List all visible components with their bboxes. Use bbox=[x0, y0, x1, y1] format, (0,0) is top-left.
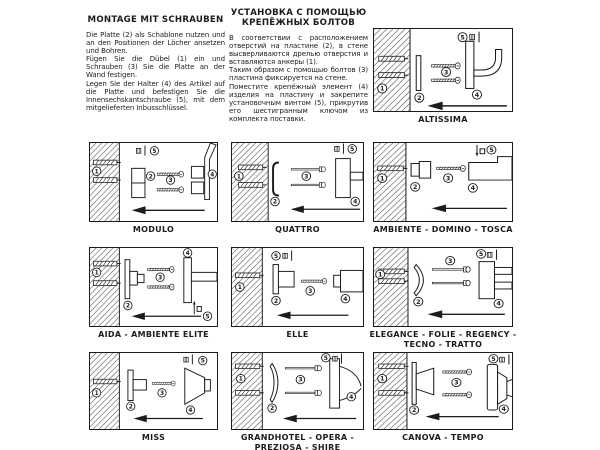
diagram-label: QUATTRO bbox=[275, 225, 320, 234]
mounting-plate bbox=[270, 363, 278, 402]
part-marker-2 bbox=[272, 296, 281, 305]
diagram-frame bbox=[373, 28, 513, 112]
wall-hatch bbox=[374, 29, 410, 111]
svg-text:4: 4 bbox=[185, 249, 190, 258]
ambiente-drawing bbox=[374, 143, 512, 221]
svg-text:1: 1 bbox=[380, 175, 385, 183]
holder-rod-line bbox=[507, 395, 512, 397]
part-marker-2 bbox=[414, 297, 423, 306]
part-marker-5 bbox=[348, 145, 357, 154]
svg-text:4: 4 bbox=[210, 171, 215, 179]
svg-text:4: 4 bbox=[470, 185, 476, 192]
diagram-label: ELEGANCE - FOLIE - REGENCY - TECNO - TRATTO bbox=[369, 330, 517, 349]
holder-horn bbox=[340, 366, 362, 386]
svg-text:3: 3 bbox=[158, 274, 163, 282]
part-marker-2 bbox=[271, 197, 280, 206]
set-screw-icon bbox=[470, 32, 479, 43]
german-heading: MONTAGE MIT SCHRAUBEN bbox=[87, 15, 224, 25]
screw-icon bbox=[432, 77, 461, 83]
dowel-icon bbox=[379, 73, 409, 78]
russian-heading: УСТАНОВКА С ПОМОЩЬЮ КРЕПЁЖНЫХ БОЛТОВ bbox=[230, 8, 367, 28]
part-marker-5 bbox=[458, 33, 467, 42]
part-marker-4 bbox=[183, 249, 191, 258]
part-marker-5 bbox=[489, 355, 498, 363]
direction-arrow-icon bbox=[428, 102, 507, 110]
part-marker-4 bbox=[494, 299, 503, 308]
holder-cone bbox=[185, 368, 205, 404]
screw-icon bbox=[443, 392, 472, 398]
dowel-icon bbox=[238, 165, 266, 170]
part-marker-5 bbox=[150, 147, 158, 156]
svg-text:2: 2 bbox=[412, 184, 418, 191]
diagram-miss bbox=[89, 352, 218, 442]
grandhotel-drawing bbox=[232, 353, 363, 429]
set-screw-icon bbox=[197, 307, 201, 312]
diagram-label: AIDA - AMBIENTE ELITE bbox=[98, 330, 209, 339]
part-marker-5 bbox=[477, 250, 486, 259]
elegance-drawing bbox=[374, 248, 512, 326]
part-marker-2 bbox=[127, 402, 135, 410]
svg-text:1: 1 bbox=[94, 269, 99, 277]
svg-text:2: 2 bbox=[272, 198, 278, 206]
dowel-icon bbox=[379, 279, 409, 284]
part-marker-5 bbox=[199, 356, 207, 364]
svg-text:2: 2 bbox=[269, 405, 275, 413]
part-marker-2 bbox=[415, 93, 424, 102]
dowel-icon bbox=[93, 261, 120, 266]
holder-hook bbox=[474, 50, 502, 77]
svg-text:4: 4 bbox=[501, 406, 506, 414]
bolt-icon bbox=[432, 267, 470, 273]
holder-plate bbox=[330, 359, 340, 408]
diagram-grandhotel-opera-preziosa-shire bbox=[231, 352, 364, 450]
part-marker-1 bbox=[236, 283, 245, 292]
part-marker-3 bbox=[452, 378, 461, 386]
part-marker-3 bbox=[442, 68, 451, 77]
svg-text:1: 1 bbox=[94, 390, 99, 397]
screw-icon bbox=[437, 165, 466, 171]
part-marker-2 bbox=[411, 183, 420, 192]
dowel-icon bbox=[378, 166, 408, 171]
dowel-icon bbox=[93, 178, 120, 183]
diagram-canova-tempo bbox=[373, 352, 513, 442]
german-paragraph-2: Fügen Sie die Dübel (1) ein und Schrauben (3) Sie die Platte an der Wand festigen. bbox=[86, 55, 225, 80]
svg-text:5: 5 bbox=[489, 147, 494, 154]
svg-text:2: 2 bbox=[125, 302, 130, 310]
diagram-elle bbox=[231, 247, 364, 339]
svg-text:5: 5 bbox=[273, 252, 279, 260]
holder-plate bbox=[336, 159, 351, 198]
direction-arrow-icon bbox=[425, 413, 498, 420]
set-screw-icon bbox=[136, 145, 145, 155]
plate-stub bbox=[130, 271, 138, 285]
direction-arrow-icon bbox=[134, 415, 203, 422]
diagram-frame bbox=[89, 142, 218, 222]
screw-icon bbox=[443, 369, 472, 375]
part-marker-4 bbox=[351, 197, 360, 206]
holder-rod-line bbox=[507, 380, 512, 382]
svg-text:5: 5 bbox=[460, 33, 465, 42]
part-marker-3 bbox=[302, 172, 311, 181]
svg-text:5: 5 bbox=[200, 358, 205, 365]
quattro-drawing bbox=[232, 143, 363, 221]
part-marker-5 bbox=[322, 354, 331, 362]
set-screw-icon bbox=[335, 143, 344, 153]
svg-text:5: 5 bbox=[491, 355, 496, 363]
holder-block bbox=[191, 166, 203, 178]
bolt-icon bbox=[285, 365, 321, 370]
svg-text:4: 4 bbox=[349, 393, 354, 401]
dowel-icon bbox=[236, 391, 264, 396]
bolt-icon bbox=[291, 182, 325, 187]
diagram-quattro bbox=[231, 142, 364, 234]
diagram-frame bbox=[231, 142, 364, 222]
part-marker-3 bbox=[158, 389, 166, 397]
dowel-icon bbox=[236, 364, 264, 369]
svg-text:3: 3 bbox=[304, 173, 309, 181]
part-marker-3 bbox=[166, 176, 174, 185]
diagram-ambiente-domino-tosca bbox=[373, 142, 513, 234]
holder-neck bbox=[334, 275, 341, 287]
direction-arrow-icon bbox=[432, 205, 507, 213]
wall-hatch bbox=[374, 143, 406, 221]
diagram-label: AMBIENTE - DOMINO - TOSCA bbox=[373, 225, 513, 234]
svg-text:3: 3 bbox=[443, 68, 449, 77]
svg-text:3: 3 bbox=[445, 175, 451, 183]
plate-stub bbox=[278, 271, 294, 287]
part-marker-4 bbox=[341, 294, 350, 303]
part-marker-1 bbox=[92, 268, 100, 277]
holder-arm bbox=[350, 172, 363, 180]
dowel-icon bbox=[93, 281, 120, 286]
diagram-label: CANOVA - TEMPO bbox=[402, 433, 484, 442]
dowel-icon bbox=[93, 379, 120, 384]
direction-arrow-icon bbox=[283, 415, 356, 423]
part-marker-4 bbox=[186, 406, 194, 414]
holder-plate bbox=[479, 262, 494, 299]
part-marker-5 bbox=[203, 312, 211, 321]
svg-text:1: 1 bbox=[380, 375, 385, 383]
part-marker-1 bbox=[235, 172, 244, 181]
svg-text:1: 1 bbox=[236, 173, 241, 181]
svg-text:1: 1 bbox=[380, 84, 385, 93]
plate-stub bbox=[137, 274, 144, 282]
svg-text:4: 4 bbox=[188, 408, 193, 415]
up-arrow-icon bbox=[193, 301, 196, 305]
part-marker-1 bbox=[376, 270, 385, 279]
modulo-drawing bbox=[90, 143, 217, 221]
diagram-frame bbox=[373, 142, 513, 222]
german-instructions bbox=[86, 15, 225, 112]
set-screw-icon bbox=[283, 250, 292, 260]
diagram-frame bbox=[373, 247, 513, 327]
mounting-plate bbox=[412, 363, 416, 405]
bolt-icon bbox=[291, 167, 325, 172]
diagram-modulo bbox=[89, 142, 218, 234]
diagram-label: ELLE bbox=[286, 330, 309, 339]
aida-drawing bbox=[90, 248, 217, 326]
svg-text:1: 1 bbox=[377, 271, 383, 279]
set-screw-icon bbox=[480, 149, 485, 154]
part-marker-3 bbox=[446, 256, 455, 265]
mounting-plate bbox=[411, 163, 419, 176]
svg-text:4: 4 bbox=[474, 90, 480, 99]
svg-text:2: 2 bbox=[417, 93, 422, 102]
down-arrow-icon bbox=[476, 153, 479, 157]
part-marker-1 bbox=[92, 389, 100, 397]
part-marker-3 bbox=[444, 174, 453, 183]
svg-text:5: 5 bbox=[478, 251, 484, 258]
holder-arm bbox=[191, 272, 217, 281]
holder-block bbox=[191, 182, 203, 194]
part-marker-5 bbox=[487, 146, 496, 155]
svg-text:5: 5 bbox=[350, 146, 355, 153]
svg-text:4: 4 bbox=[496, 300, 501, 308]
holder-plate bbox=[184, 258, 192, 303]
holder-cap bbox=[205, 380, 211, 391]
wall-hatch bbox=[232, 143, 268, 221]
plate-stub bbox=[133, 380, 146, 390]
screw-icon bbox=[152, 381, 175, 386]
direction-arrow-icon bbox=[132, 206, 205, 214]
diagram-label: ALTISSIMA bbox=[418, 115, 468, 124]
holder-flange bbox=[487, 364, 497, 410]
part-marker-4 bbox=[499, 405, 508, 413]
german-paragraph-1: Die Platte (2) als Schablone nutzen und an den Positionen der Löcher ansetzen und Bohren. bbox=[86, 31, 225, 56]
diagram-frame bbox=[231, 247, 364, 327]
svg-text:4: 4 bbox=[353, 198, 358, 206]
dowel-icon bbox=[236, 273, 264, 278]
dowel-icon bbox=[93, 160, 120, 165]
svg-text:5: 5 bbox=[205, 313, 210, 321]
svg-text:3: 3 bbox=[308, 288, 313, 296]
diagram-label: GRANDHOTEL - OPERA - PREZIOSA - SHIRE bbox=[240, 433, 355, 450]
svg-text:3: 3 bbox=[447, 257, 453, 265]
screw-icon bbox=[148, 266, 174, 272]
wall-hatch bbox=[90, 248, 119, 326]
svg-text:2: 2 bbox=[148, 173, 153, 181]
svg-text:1: 1 bbox=[94, 168, 99, 176]
diagram-frame bbox=[373, 352, 513, 430]
direction-arrow-icon bbox=[291, 206, 361, 213]
diagram-frame bbox=[231, 352, 364, 430]
mounting-bracket bbox=[273, 163, 279, 196]
direction-arrow-icon bbox=[428, 310, 505, 318]
part-marker-2 bbox=[268, 404, 277, 412]
part-marker-1 bbox=[92, 167, 100, 176]
mounting-plate bbox=[419, 162, 430, 179]
direction-arrow-icon bbox=[132, 312, 201, 320]
holder-arm bbox=[494, 282, 512, 289]
holder-body bbox=[469, 157, 512, 180]
russian-instructions bbox=[229, 8, 368, 123]
dowel-icon bbox=[379, 56, 409, 61]
part-marker-4 bbox=[347, 393, 356, 401]
altissima-drawing bbox=[374, 29, 512, 111]
svg-text:2: 2 bbox=[416, 298, 421, 306]
russian-paragraph-2: Таким образом с помощью болтов (3) пластина фиксируется на стене. bbox=[229, 66, 368, 83]
part-marker-3 bbox=[296, 375, 305, 383]
screw-icon bbox=[148, 284, 174, 290]
mounting-plate bbox=[416, 56, 421, 91]
russian-body bbox=[229, 34, 368, 123]
part-marker-2 bbox=[410, 406, 419, 414]
plate-cup bbox=[416, 368, 434, 395]
holder-stem bbox=[466, 41, 474, 88]
svg-text:1: 1 bbox=[237, 284, 242, 292]
part-marker-3 bbox=[306, 287, 315, 296]
bolt-icon bbox=[432, 280, 470, 286]
svg-text:2: 2 bbox=[411, 407, 417, 415]
part-marker-5 bbox=[272, 252, 281, 261]
set-screw-icon bbox=[500, 354, 509, 364]
screw-icon bbox=[157, 187, 183, 193]
holder-cone bbox=[498, 372, 507, 404]
svg-text:5: 5 bbox=[323, 354, 328, 362]
svg-text:5: 5 bbox=[152, 147, 157, 155]
russian-paragraph-3: Поместите крепёжный элемент (4) изделия на пластину и закрепите установочным винтом (5), прикрутив его шестигранным ключом из комплекта поставки. bbox=[229, 82, 368, 123]
part-marker-3 bbox=[156, 273, 164, 282]
svg-text:1: 1 bbox=[238, 375, 243, 383]
direction-arrow-icon bbox=[277, 311, 348, 319]
holder-body bbox=[341, 270, 363, 291]
diagram-frame bbox=[89, 352, 218, 430]
part-marker-2 bbox=[124, 301, 132, 310]
diagram-aida-ambiente-elite bbox=[89, 247, 218, 339]
german-body bbox=[86, 31, 225, 112]
part-marker-2 bbox=[146, 172, 154, 181]
part-marker-4 bbox=[472, 90, 481, 99]
russian-paragraph-1: В соответствии с расположением отверстий на пластине (2), в стене высверливаются дрелью отверстия и вставляются анкеры (1). bbox=[229, 34, 368, 67]
set-screw-icon bbox=[487, 249, 496, 259]
svg-text:3: 3 bbox=[298, 376, 303, 384]
elle-drawing bbox=[232, 248, 363, 326]
svg-text:2: 2 bbox=[128, 404, 133, 411]
holder-arm bbox=[494, 268, 512, 275]
diagram-label: MODULO bbox=[132, 225, 175, 234]
part-marker-1 bbox=[236, 374, 245, 382]
miss-drawing bbox=[90, 353, 217, 429]
svg-text:3: 3 bbox=[168, 177, 173, 185]
diagram-elegance-folie-regency-tecno-tratto bbox=[369, 247, 517, 349]
mounting-plate bbox=[125, 260, 130, 299]
part-marker-4 bbox=[468, 184, 477, 193]
part-marker-4 bbox=[208, 170, 216, 179]
diagram-altissima bbox=[373, 28, 513, 124]
screw-icon bbox=[301, 278, 326, 284]
diagram-frame bbox=[89, 247, 218, 327]
diagram-label: MISS bbox=[141, 433, 166, 442]
part-marker-1 bbox=[378, 84, 387, 93]
part-marker-1 bbox=[378, 374, 387, 382]
german-paragraph-3: Legen Sie der Halter (4) des Artikel auf die Platte und befestigen Sie die Innensechskantschraube (5), mit dem mitgelieferten Inbusschlüssel. bbox=[86, 79, 225, 112]
svg-text:3: 3 bbox=[159, 390, 165, 397]
bolt-icon bbox=[285, 390, 321, 395]
wall-hatch bbox=[374, 248, 408, 326]
mounting-plate bbox=[273, 265, 278, 294]
svg-text:3: 3 bbox=[454, 379, 459, 387]
mounting-plate bbox=[128, 370, 133, 400]
dowel-icon bbox=[238, 183, 266, 188]
set-screw-icon bbox=[184, 354, 193, 364]
svg-text:2: 2 bbox=[273, 297, 279, 305]
mounting-plate bbox=[414, 265, 423, 296]
canova-drawing bbox=[374, 353, 512, 429]
svg-text:4: 4 bbox=[343, 295, 348, 303]
part-marker-1 bbox=[378, 174, 387, 183]
dowel-icon bbox=[379, 364, 409, 369]
dowel-icon bbox=[379, 391, 409, 396]
